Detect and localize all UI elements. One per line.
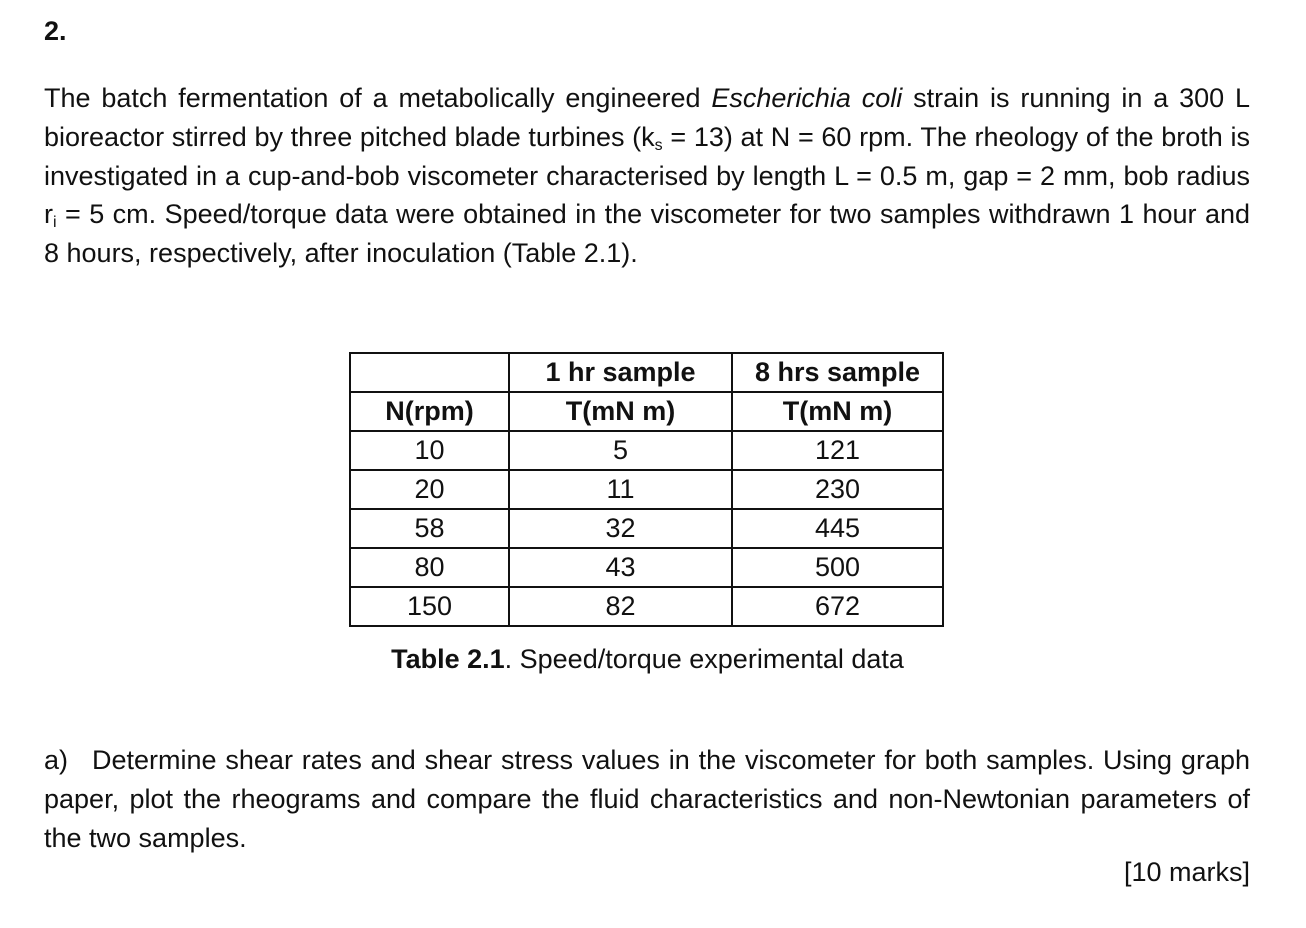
table-cell: 80 <box>350 548 509 587</box>
table-cell: 20 <box>350 470 509 509</box>
table-header-cell: 1 hr sample <box>509 353 732 392</box>
intro-text-3: = 13) at N = 60 rpm. The rheology of the broth is investigated in a cup-and-bob viscometer characterised by length L = 0.5 m, gap = 2 mm, bob radius r <box>44 121 1250 230</box>
speed-torque-table <box>349 352 944 627</box>
ri-subscript: i <box>53 214 57 232</box>
organism-name: Escherichia coli <box>711 83 903 113</box>
table-row <box>350 548 943 587</box>
part-a-label: a) <box>44 745 69 775</box>
ks-subscript: s <box>654 136 663 154</box>
table-caption-label: Table 2.1 <box>391 644 505 674</box>
table-cell: 5 <box>509 431 732 470</box>
table-cell: 32 <box>509 509 732 548</box>
table-header-cell: T(mN m) <box>509 392 732 431</box>
table-header-row-2 <box>350 392 943 431</box>
table-header-cell: N(rpm) <box>350 392 509 431</box>
intro-text-2: strain is running in a 300 L bioreactor stirred by three pitched blade turbines (k <box>44 83 1250 152</box>
table-header-cell: T(mN m) <box>732 392 943 431</box>
table-header-row-1 <box>350 353 943 392</box>
intro-text-4: = 5 cm. Speed/torque data were obtained in the viscometer for two samples withdrawn 1 hour and 8 hours, respectively, after inoculation (Table 2.1). <box>44 199 1250 269</box>
table-row <box>350 587 943 626</box>
intro-text-1: The batch fermentation of a metabolically engineered <box>44 83 712 113</box>
table-row <box>350 431 943 470</box>
table-cell: 230 <box>732 470 943 509</box>
marks-label: [10 marks] <box>1123 857 1250 887</box>
table-cell: 672 <box>732 587 943 626</box>
table-cell: 121 <box>732 431 943 470</box>
table-caption <box>349 644 946 675</box>
table-row <box>350 509 943 548</box>
table-header-cell <box>350 353 509 392</box>
intro-paragraph <box>44 79 1250 273</box>
table-cell: 43 <box>509 548 732 587</box>
table-cell: 500 <box>732 548 943 587</box>
table-cell: 11 <box>509 470 732 509</box>
table-caption-text: . Speed/torque experimental data <box>504 644 904 674</box>
question-number: 2. <box>44 16 67 46</box>
table-row <box>350 470 943 509</box>
table-cell: 82 <box>509 587 732 626</box>
part-a-text: Determine shear rates and shear stress values in the viscometer for both samples. Using graph paper, plot the rheograms and compare the fluid characteristics and non-Newtonian parameters of the two samples. <box>44 745 1250 853</box>
table-cell: 445 <box>732 509 943 548</box>
table-header-cell: 8 hrs sample <box>732 353 943 392</box>
table-cell: 10 <box>350 431 509 470</box>
part-a-paragraph <box>44 741 1250 857</box>
table-cell: 58 <box>350 509 509 548</box>
table-cell: 150 <box>350 587 509 626</box>
